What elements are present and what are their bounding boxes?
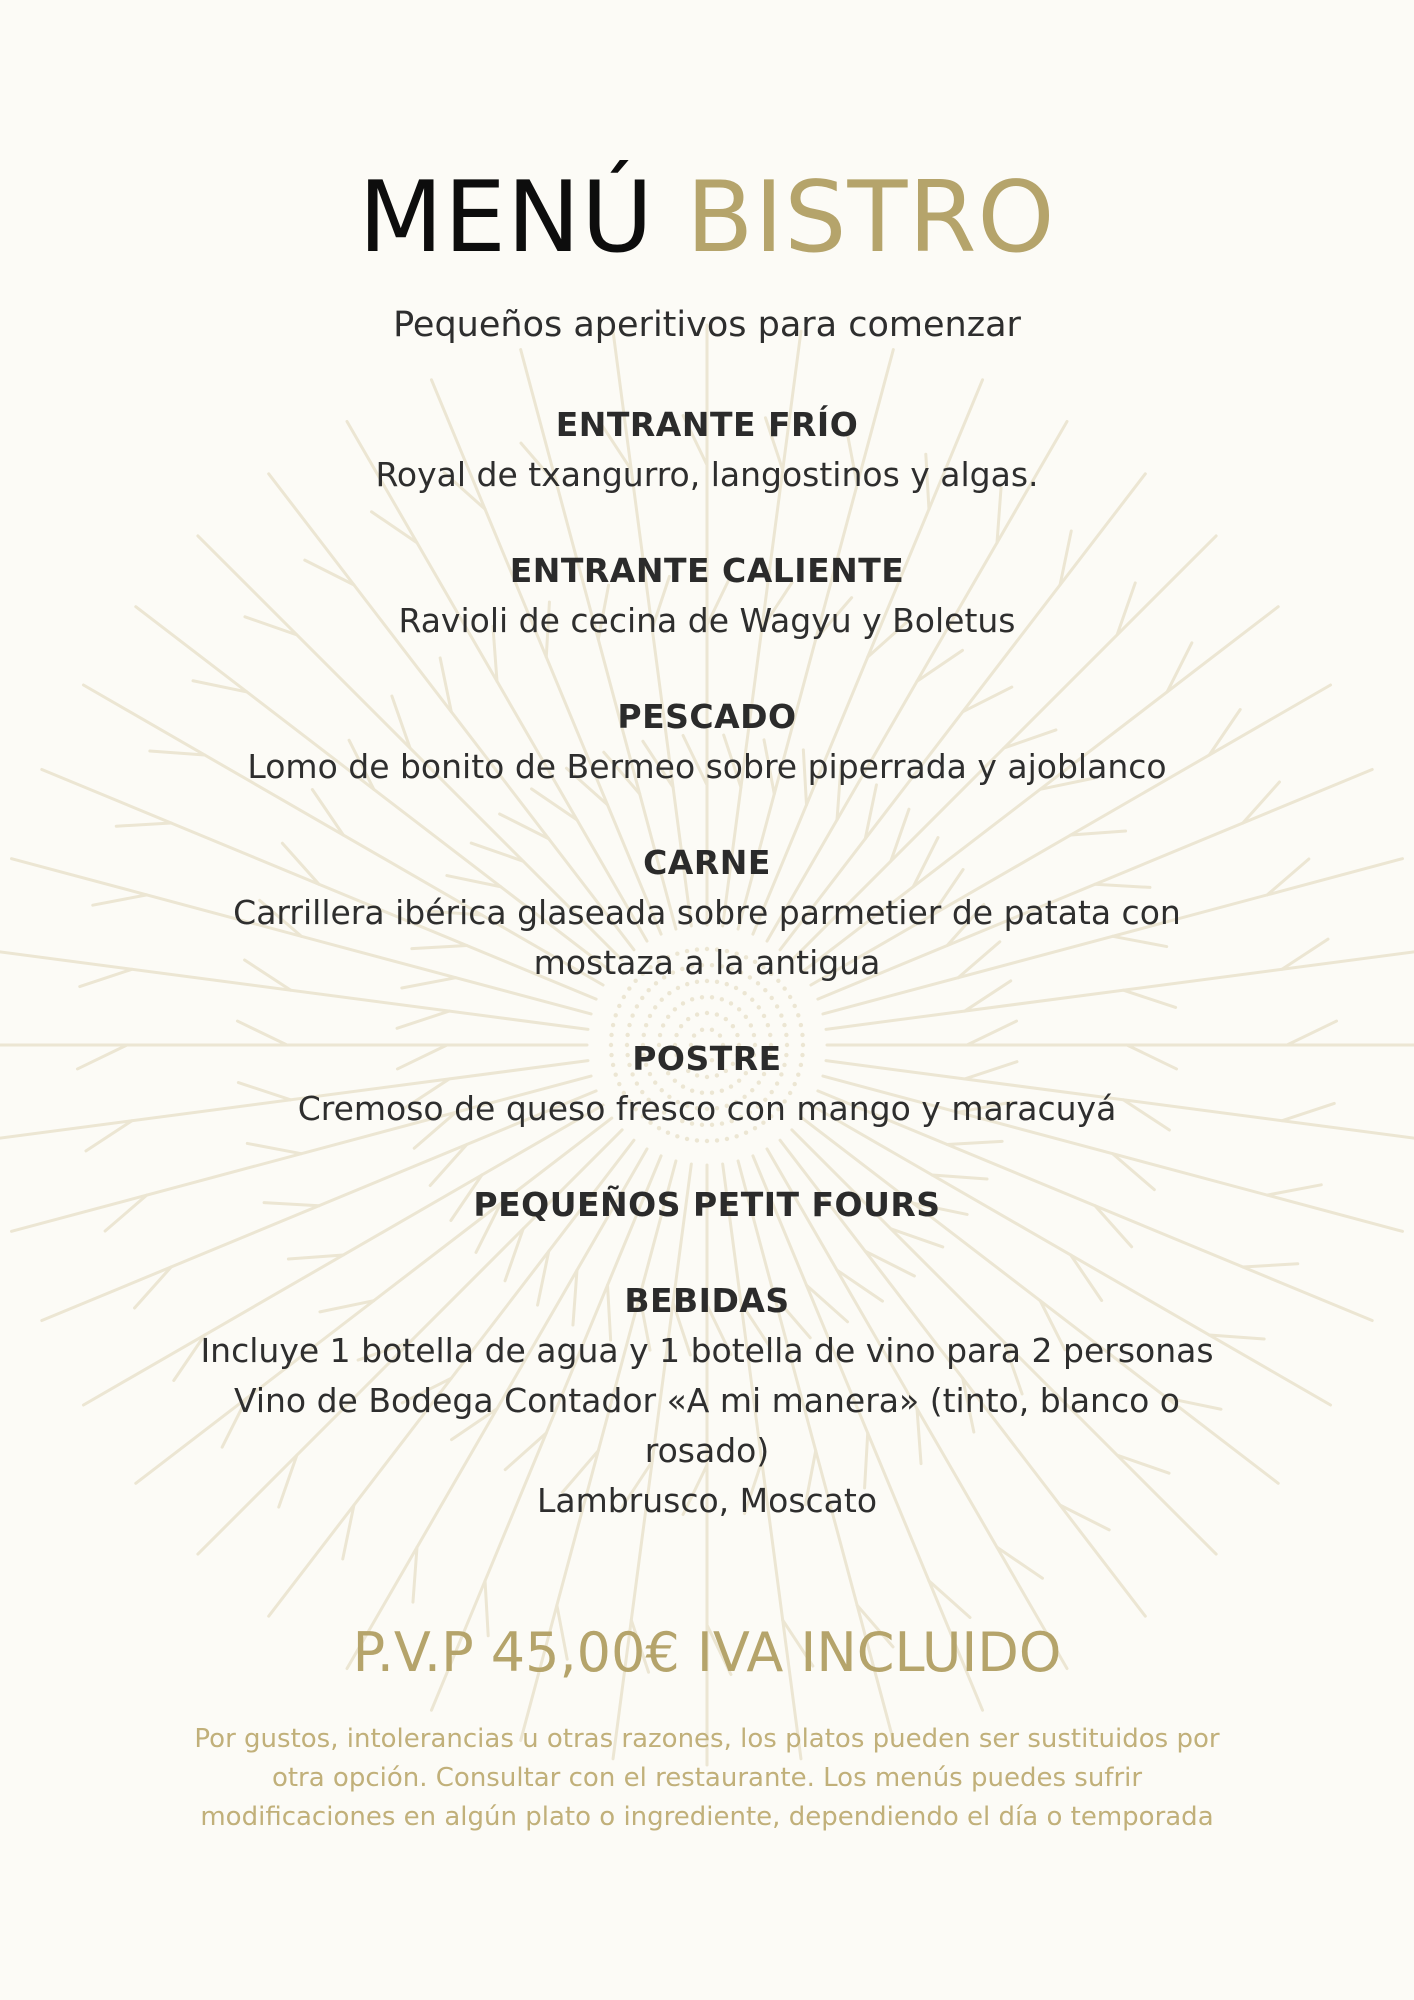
course-heading: CARNE (643, 843, 771, 882)
course-heading: PESCADO (617, 697, 797, 736)
disclaimer-line: Por gustos, intolerancias u otras razones, los platos pueden ser sustituidos por (194, 1724, 1220, 1754)
course-section (130, 400, 1284, 500)
course-heading: ENTRANTE CALIENTE (509, 551, 905, 590)
course-heading: POSTRE (632, 1039, 782, 1078)
course-section (130, 692, 1284, 792)
course-description: Ravioli de cecina de Wagyu y Boletus (398, 601, 1016, 640)
course-section (130, 1180, 1284, 1230)
course-description: Incluye 1 botella de agua y 1 botella de vino para 2 personas (200, 1331, 1214, 1370)
course-section (130, 838, 1284, 988)
menu-title-highlight: BISTRO (686, 161, 1056, 275)
disclaimer-line: modificaciones en algún plato o ingrediente, dependiendo el día o temporada (200, 1802, 1214, 1832)
course-heading: PEQUEÑOS PETIT FOURS (473, 1185, 941, 1224)
disclaimer-line: otra opción. Consultar con el restaurante. Los menús puedes sufrir (271, 1763, 1143, 1793)
course-description: Cremoso de queso fresco con mango y maracuyá (297, 1089, 1117, 1128)
course-section (130, 546, 1284, 646)
course-section (130, 1276, 1284, 1526)
course-list (130, 400, 1284, 1572)
course-section (130, 1034, 1284, 1134)
course-heading: ENTRANTE FRÍO (555, 405, 859, 444)
menu-title-word: MENÚ (358, 161, 654, 275)
menu-title (0, 158, 1414, 278)
course-description: Carrillera ibérica glaseada sobre parmetier de patata con (233, 893, 1181, 932)
course-description: rosado) (644, 1431, 770, 1470)
course-description: Vino de Bodega Contador «A mi manera» (tinto, blanco o (234, 1381, 1180, 1420)
price-label: P.V.P 45,00€ IVA INCLUIDO (352, 1621, 1062, 1684)
course-description: Lomo de bonito de Bermeo sobre piperrada y ajoblanco (247, 747, 1167, 786)
course-description: Royal de txangurro, langostinos y algas. (375, 455, 1039, 494)
disclaimer-note (140, 1720, 1274, 1837)
course-heading: BEBIDAS (624, 1281, 790, 1320)
course-description: mostaza a la antigua (533, 943, 881, 982)
menu-subtitle: Pequeños aperitivos para comenzar (393, 305, 1021, 345)
course-description: Lambrusco, Moscato (536, 1481, 878, 1520)
